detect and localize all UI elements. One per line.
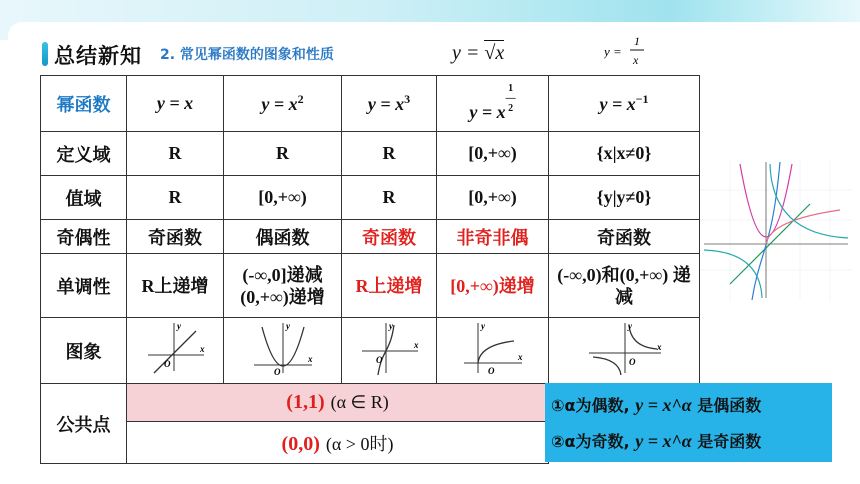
domain-cell: [0,+∞) <box>437 132 549 176</box>
monotonicity-cell: R上递增 <box>127 254 224 318</box>
graph-label: 图象 <box>41 318 127 384</box>
graph-y-x-inverse <box>579 319 669 377</box>
summary-line1-formula: y = x^α <box>635 395 692 415</box>
domain-row <box>41 132 700 176</box>
parity-cell: 非奇非偶 <box>437 220 549 254</box>
function-y-x-squared: $y = x^2$ <box>224 76 342 132</box>
domain-cell: {x|x≠0} <box>549 132 700 176</box>
common-point-2-value: (0,0) <box>281 432 320 455</box>
svg-text:x: x <box>633 53 639 67</box>
summary-line2-post: 是奇函数 <box>697 432 762 451</box>
y-axis-label: y <box>480 321 485 331</box>
monotonicity-cell: [0,+∞)递增 <box>437 254 549 318</box>
origin-label: O <box>629 357 636 367</box>
common-point-label: 公共点 <box>41 384 127 464</box>
domain-label: 定义域 <box>41 132 127 176</box>
graph-cell <box>224 318 342 384</box>
monotonicity-label: 单调性 <box>41 254 127 318</box>
svg-text:1: 1 <box>634 34 640 48</box>
svg-text:y =: y = <box>604 44 622 59</box>
range-cell: [0,+∞) <box>224 176 342 220</box>
parity-label: 奇偶性 <box>41 220 127 254</box>
graph-y-x-cubed <box>354 319 424 377</box>
x-axis-label: x <box>307 354 312 364</box>
graph-cell <box>437 318 549 384</box>
summary-line1-pre: ①α为偶数, <box>551 396 630 415</box>
common-point-1 <box>127 384 549 422</box>
function-y-x-inverse: $y = x^{-1}$ <box>549 76 700 132</box>
summary-line1-post: 是偶函数 <box>697 396 762 415</box>
monotonicity-row <box>41 254 700 318</box>
graph-cell <box>342 318 437 384</box>
range-cell: R <box>127 176 224 220</box>
monotonicity-cell: (-∞,0]递减 (0,+∞)递增 <box>224 254 342 318</box>
x-axis-label: x <box>657 342 662 352</box>
graph-cell <box>127 318 224 384</box>
x-axis-label: x <box>414 340 419 350</box>
function-y-x-cubed: $y = x^3$ <box>342 76 437 132</box>
reciprocal-formula <box>604 32 654 76</box>
parity-summary-box <box>545 383 832 462</box>
sqrt-note <box>452 42 504 65</box>
summary-line-even <box>551 393 761 416</box>
monotonicity-cell: (-∞,0)和(0,+∞) 递减 <box>549 254 700 318</box>
reciprocal-note <box>604 32 654 80</box>
summary-line2-pre: ②α为奇数, <box>551 432 630 451</box>
x-axis-label: x <box>517 352 522 362</box>
title-marker <box>42 42 48 66</box>
page-title: 总结新知 <box>54 44 142 68</box>
graph-row <box>41 318 700 384</box>
graph-y-x-squared <box>248 319 318 377</box>
graph-cell <box>549 318 700 384</box>
range-label: 值域 <box>41 176 127 220</box>
common-point-1-value: (1,1) <box>286 391 325 413</box>
range-cell: [0,+∞) <box>437 176 549 220</box>
parity-cell: 奇函数 <box>549 220 700 254</box>
range-row <box>41 176 700 220</box>
origin-label: O <box>273 367 280 377</box>
range-cell: {y|y≠0} <box>549 176 700 220</box>
parity-row <box>41 220 700 254</box>
monotonicity-cell: R上递增 <box>342 254 437 318</box>
common-point-2-condition: (α > 0时) <box>325 433 394 454</box>
y-axis-label: y <box>389 321 393 331</box>
graph-y-x-half <box>458 319 528 377</box>
combined-graph-thumbnail <box>700 160 852 300</box>
y-axis-label: y <box>285 321 290 331</box>
common-point-1-condition: (α ∈ R) <box>330 392 389 412</box>
common-point-2 <box>127 422 549 464</box>
page-subtitle: 2. 常见幂函数的图象和性质 <box>160 47 334 63</box>
summary-line-odd <box>551 429 761 452</box>
parity-cell: 奇函数 <box>342 220 437 254</box>
function-y-x-half: $y = x^{1 — 2}$ <box>437 76 549 132</box>
origin-label: O <box>487 366 494 376</box>
range-cell: R <box>342 176 437 220</box>
header-power-function: 幂函数 <box>41 76 127 132</box>
graph-y-x <box>140 319 210 377</box>
origin-label: O <box>164 359 171 369</box>
y-axis-label: y <box>628 321 632 331</box>
sqrt-note-text: y = √x <box>452 42 505 64</box>
domain-cell: R <box>224 132 342 176</box>
origin-label: O <box>376 355 383 365</box>
function-y-x: y = x <box>127 76 224 132</box>
parity-cell: 奇函数 <box>127 220 224 254</box>
x-axis-label: x <box>200 344 205 354</box>
y-axis-label: y <box>177 321 181 331</box>
summary-line2-formula: y = x^α <box>635 431 692 451</box>
parity-cell: 偶函数 <box>224 220 342 254</box>
combined-graph <box>700 160 852 300</box>
domain-cell: R <box>342 132 437 176</box>
domain-cell: R <box>127 132 224 176</box>
